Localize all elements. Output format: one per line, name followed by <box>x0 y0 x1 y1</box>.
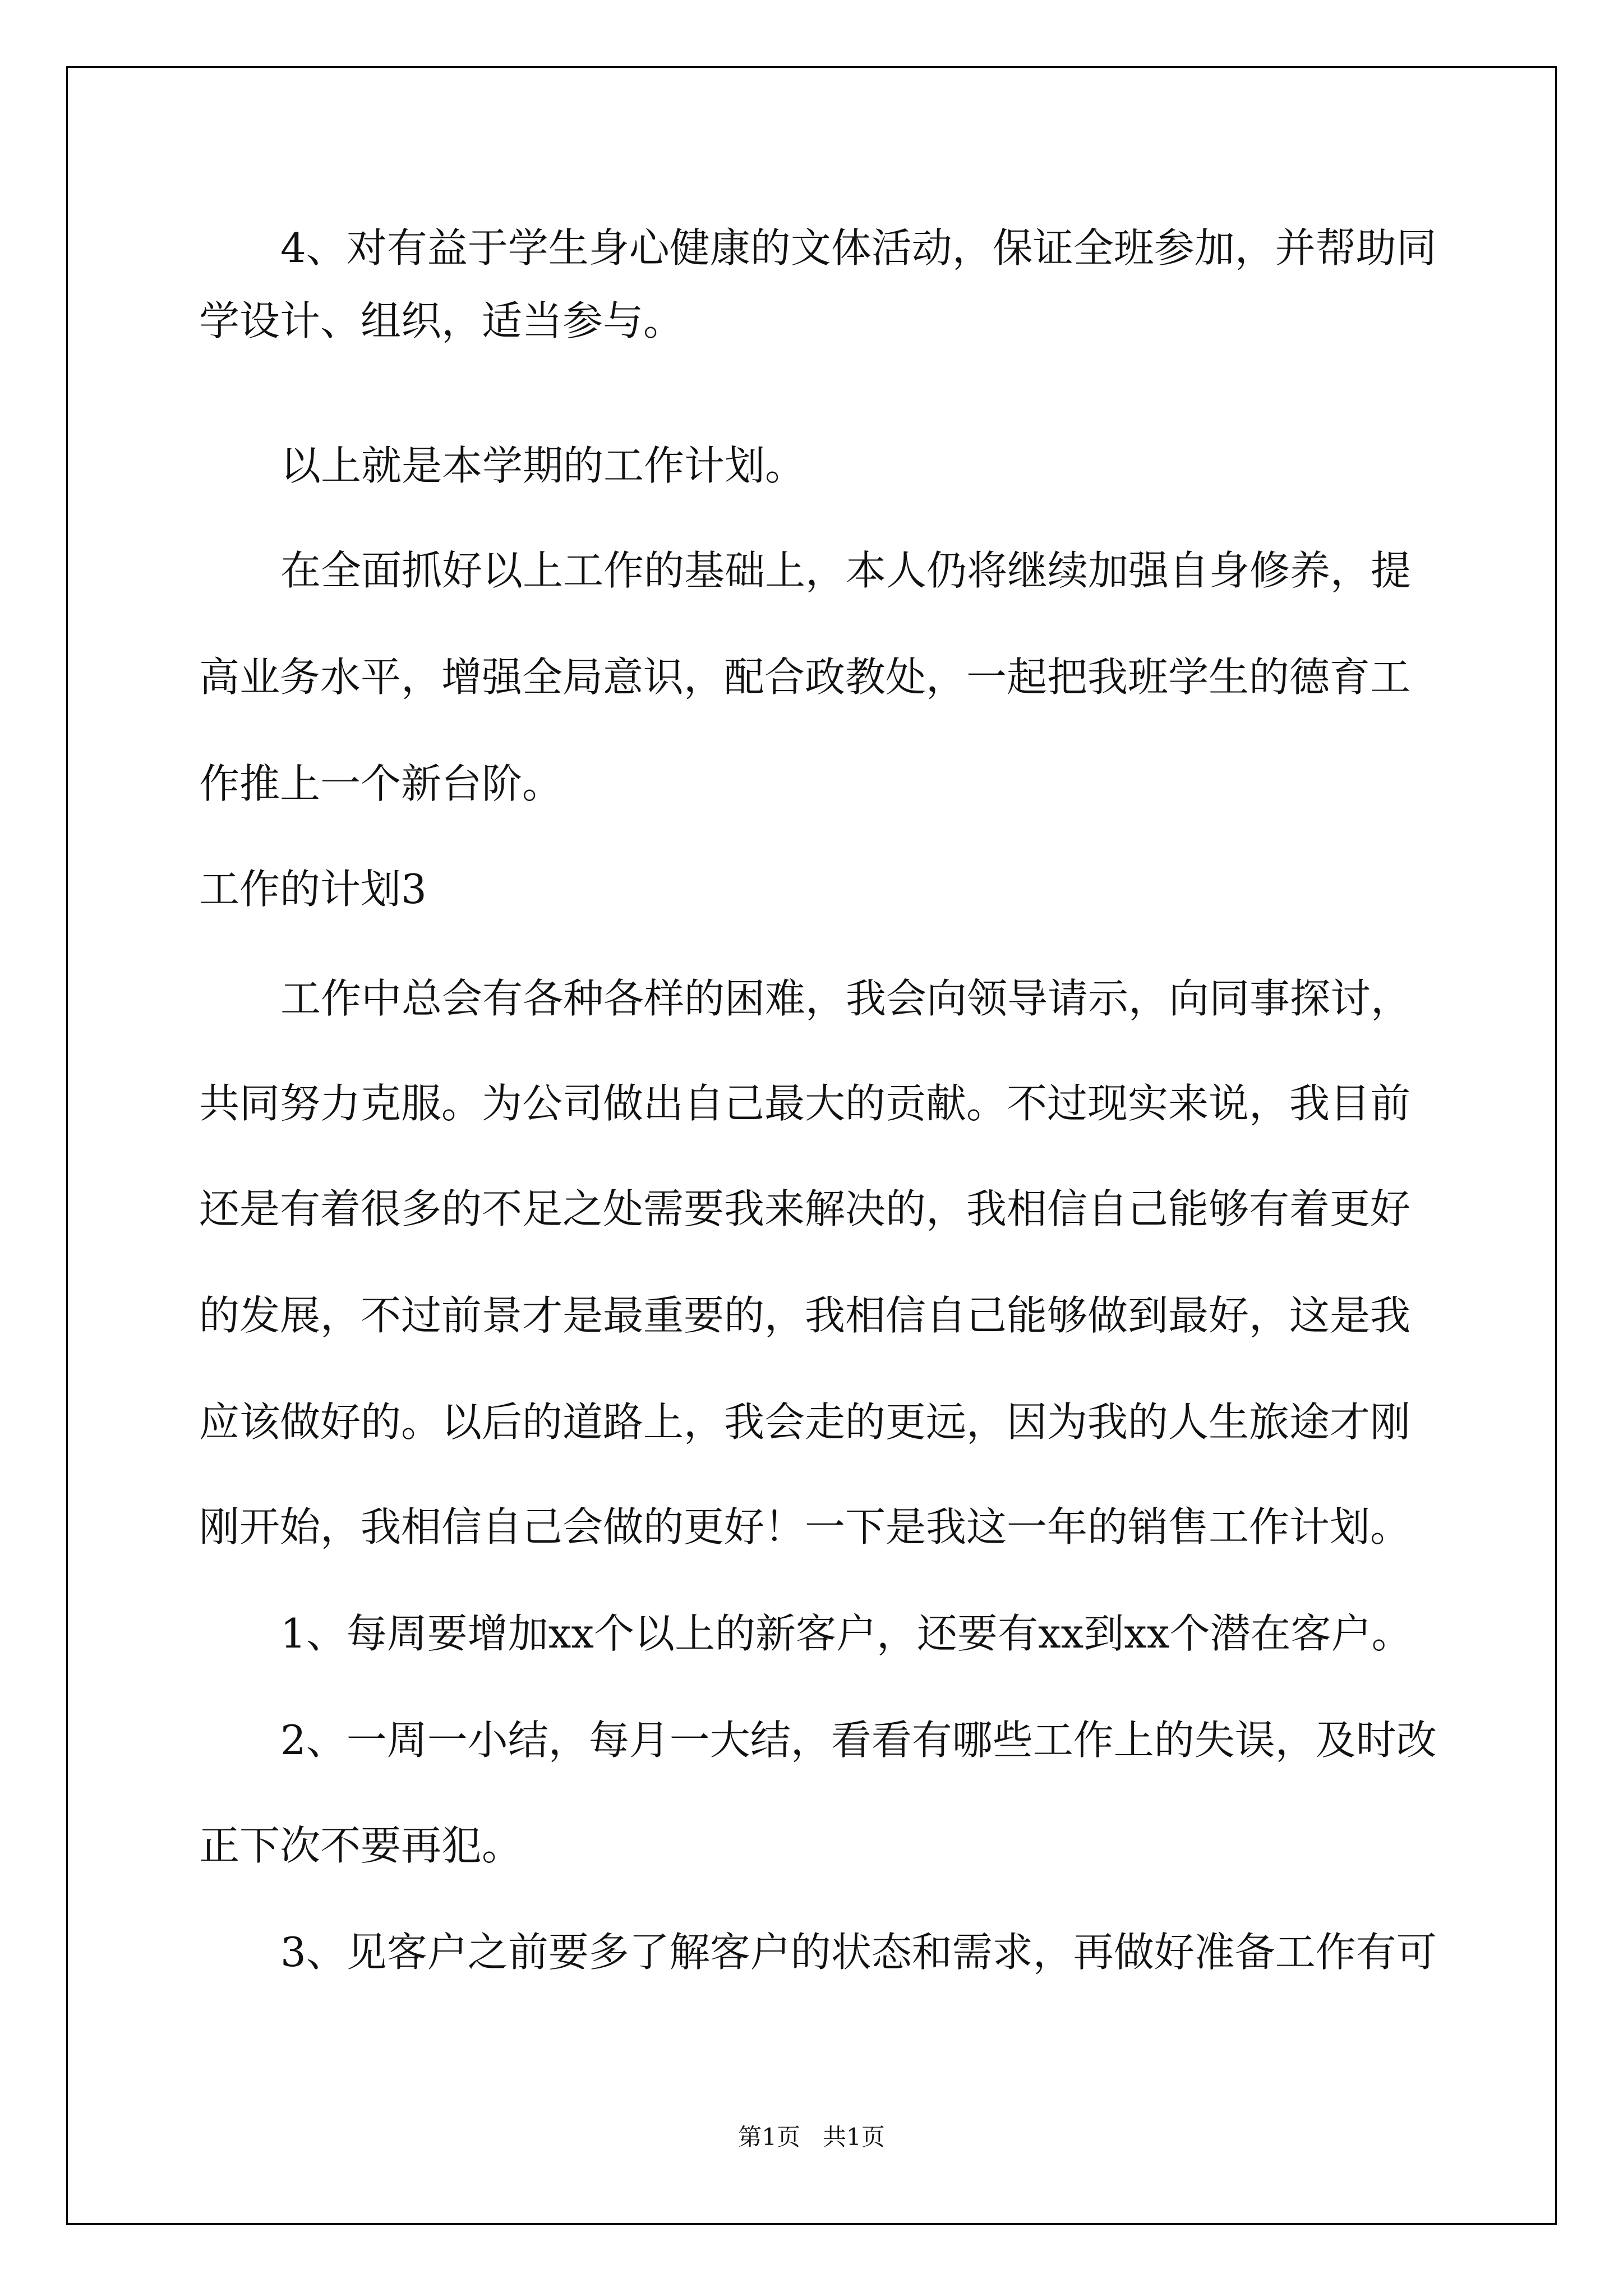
paragraph-line: 1、每周要增加xx个以上的新客户，还要有xx到xx个潜在客户。 <box>280 1610 1412 1657</box>
paragraph-line: 4、对有益于学生身心健康的文体活动，保证全班参加，并帮助同 <box>280 224 1437 272</box>
paragraph-line: 在全面抓好以上工作的基础上，本人仍将继续加强自身修养，提 <box>280 547 1412 594</box>
paragraph-line: 以上就是本学期的工作计划。 <box>280 442 806 489</box>
paragraph-line: 正下次不要再犯。 <box>199 1822 523 1869</box>
paragraph-line: 共同努力克服。为公司做出自己最大的贡献。不过现实来说，我目前 <box>199 1080 1411 1127</box>
paragraph-line: 还是有着很多的不足之处需要我来解决的，我相信自己能够有着更好 <box>199 1185 1411 1232</box>
paragraph-line: 的发展，不过前景才是最重要的，我相信自己能够做到最好，这是我 <box>199 1292 1411 1339</box>
paragraph-line: 高业务水平，增强全局意识，配合政教处，一起把我班学生的德育工 <box>199 654 1411 701</box>
page-frame <box>66 66 1557 2225</box>
paragraph-line: 作推上一个新台阶。 <box>199 760 563 807</box>
paragraph-line: 应该做好的。以后的道路上，我会走的更远，因为我的人生旅途才刚 <box>199 1398 1411 1446</box>
section-heading: 工作的计划3 <box>199 866 427 913</box>
page-total: 共1页 <box>823 2123 885 2151</box>
paragraph-line: 学设计、组织，适当参与。 <box>199 297 684 344</box>
paragraph-line: 工作中总会有各种各样的困难，我会向领导请示，向同事探讨， <box>280 975 1412 1022</box>
page-number: 第1页 <box>738 2123 800 2151</box>
paragraph-line: 刚开始，我相信自己会做的更好！一下是我这一年的销售工作计划。 <box>199 1503 1411 1550</box>
page-footer <box>0 2120 1623 2154</box>
paragraph-line: 3、见客户之前要多了解客户的状态和需求，再做好准备工作有可 <box>280 1929 1437 1976</box>
paragraph-line: 2、一周一小结，每月一大结，看看有哪些工作上的失误，及时改 <box>280 1717 1437 1764</box>
